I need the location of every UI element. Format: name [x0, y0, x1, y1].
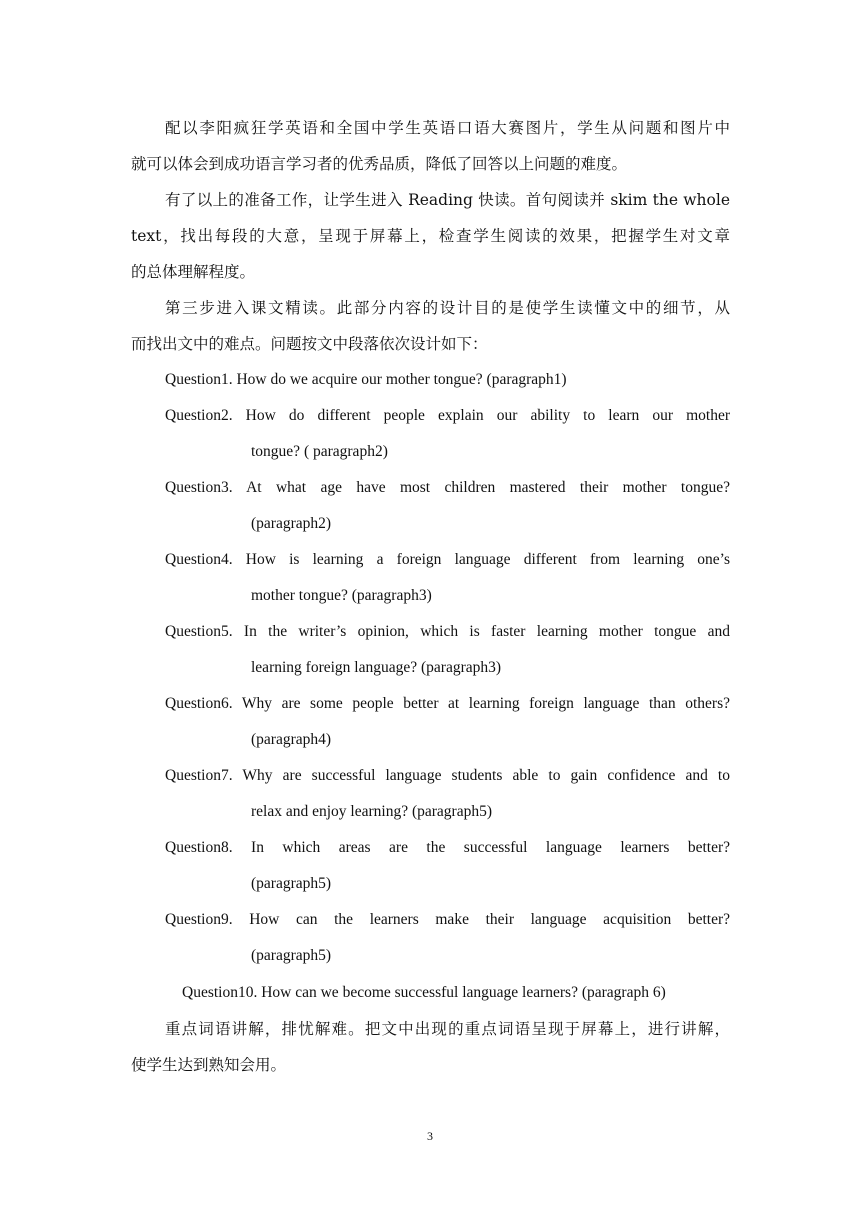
paragraph-4-line-2: 使学生达到熟知会用。 — [131, 1056, 287, 1074]
question-6-line-2: (paragraph4) — [251, 731, 332, 748]
question-4-line-2: mother tongue? (paragraph3) — [251, 587, 432, 604]
paragraph-4-line-1: 重点词语讲解，排忧解难。把文中出现的重点词语呈现于屏幕上，进行讲解， — [165, 1020, 730, 1038]
question-8-line-1: Question8. In which areas are the successful language learners better? — [165, 839, 730, 856]
question-9-line-2: (paragraph5) — [251, 947, 332, 964]
paragraph-2-line-2: text，找出每段的大意，呈现于屏幕上，检查学生阅读的效果，把握学生对文章 — [131, 227, 730, 245]
paragraph-3-line-1: 第三步进入课文精读。此部分内容的设计目的是使学生读懂文中的细节，从 — [165, 299, 730, 317]
question-2-line-1: Question2. How do different people explain our ability to learn our mother — [165, 407, 730, 424]
question-7-line-1: Question7. Why are successful language students able to gain confidence and to — [165, 767, 730, 784]
paragraph-1-line-2: 就可以体会到成功语言学习者的优秀品质，降低了回答以上问题的难度。 — [131, 155, 628, 173]
question-6-line-1: Question6. Why are some people better at learning foreign language than others? — [165, 695, 730, 712]
question-3-line-2: (paragraph2) — [251, 515, 332, 532]
paragraph-1-line-1: 配以李阳疯狂学英语和全国中学生英语口语大赛图片，学生从问题和图片中 — [165, 119, 730, 137]
paragraph-2-line-3: 的总体理解程度。 — [131, 263, 256, 281]
question-7-line-2: relax and enjoy learning? (paragraph5) — [251, 803, 492, 820]
question-8-line-2: (paragraph5) — [251, 875, 332, 892]
question-9-line-1: Question9. How can the learners make their language acquisition better? — [165, 911, 730, 928]
question-4-line-1: Question4. How is learning a foreign language different from learning one’s — [165, 551, 730, 568]
question-1-line-1: Question1. How do we acquire our mother tongue? (paragraph1) — [165, 371, 567, 388]
paragraph-3-line-2: 而找出文中的难点。问题按文中段落依次设计如下： — [131, 335, 488, 353]
question-5-line-2: learning foreign language? (paragraph3) — [251, 659, 502, 676]
paragraph-2-line-1: 有了以上的准备工作，让学生进入 Reading 快读。首句阅读并 skim the whole — [165, 191, 730, 209]
question-5-line-1: Question5. In the writer’s opinion, which is faster learning mother tongue and — [165, 623, 730, 640]
question-10-line-1: Question10. How can we become successful language learners? (paragraph 6) — [182, 984, 666, 1001]
question-2-line-2: tongue? ( paragraph2) — [251, 443, 388, 460]
question-3-line-1: Question3. At what age have most children mastered their mother tongue? — [165, 479, 730, 496]
page-number: 3 — [427, 1129, 433, 1143]
